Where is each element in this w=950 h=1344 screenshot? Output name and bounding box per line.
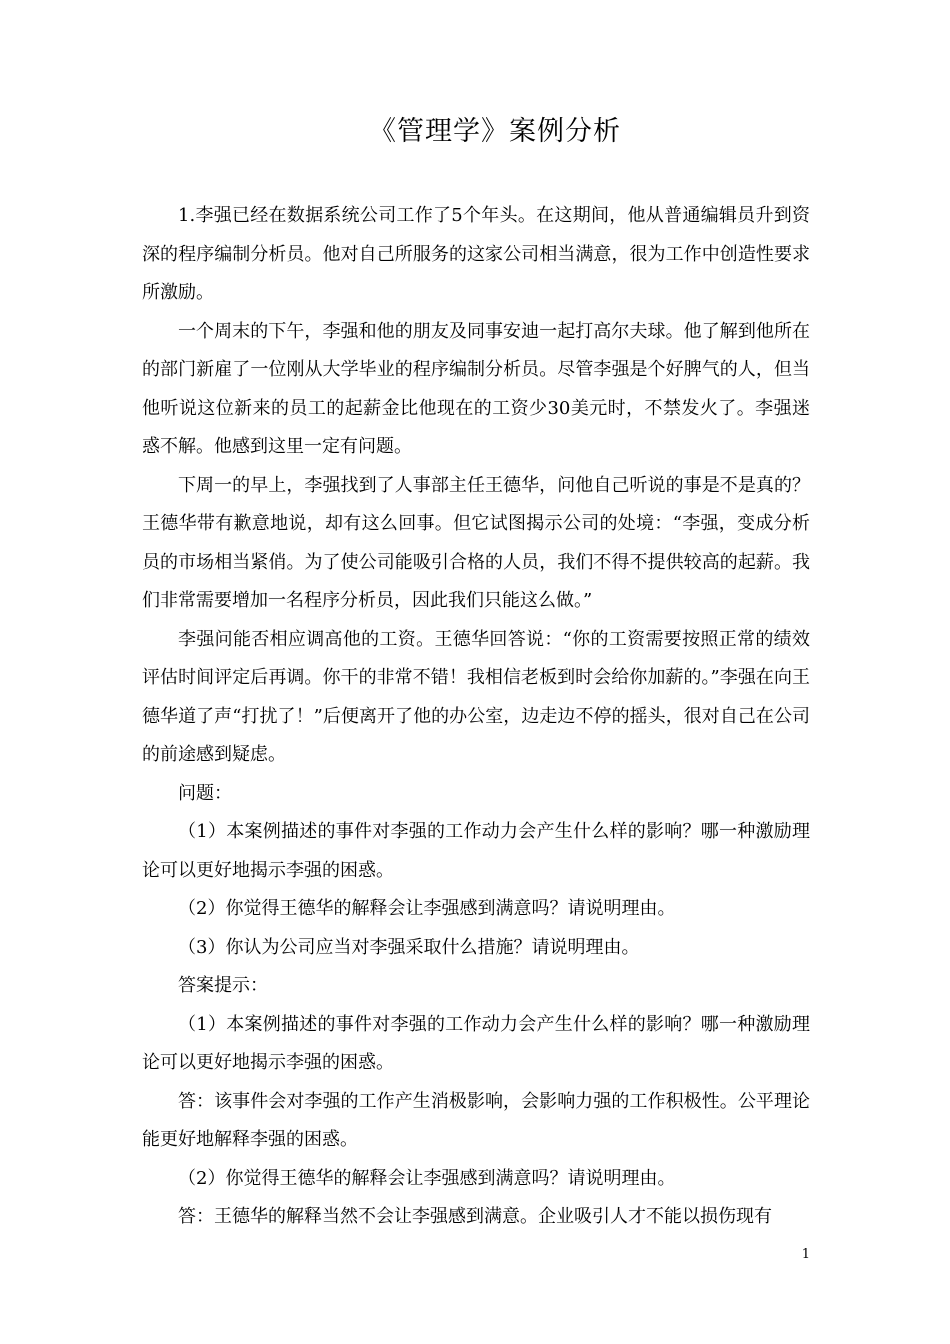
answer-question-1: （1）本案例描述的事件对李强的工作动力会产生什么样的影响？哪一种激励理论可以更好地揭示李强的困惑。 xyxy=(142,1013,810,1073)
answer-2: 答：王德华的解释当然不会让李强感到满意。企业吸引人才不能以损伤现有 xyxy=(178,1206,772,1227)
page-title: 《管理学》案例分析 xyxy=(369,116,621,147)
question-1: （1）本案例描述的事件对李强的工作动力会产生什么样的影响？哪一种激励理论可以更好地揭示李强的困惑。 xyxy=(142,821,810,881)
paragraph-monday: 下周一的早上，李强找到了人事部主任王德华，问他自己听说的事是不是真的？王德华带有歉意地说，却有这么回事。但它试图揭示公司的处境：“李强，变成分析员的市场相当紧俏。为了使公司能吸引合格的人员，我们不得不提供较高的起薪。我们非常需要增加一名程序分析员，因此我们只能这么做。” xyxy=(142,474,810,611)
paragraph-raise: 李强问能否相应调高他的工资。王德华回答说：“你的工资需要按照正常的绩效评估时间评定后再调。你干的非常不错！我相信老板到时会给你加薪的。”李强在向王德华道了声“打扰了！”后便离开了他的办公室，边走边不停的摇头，很对自己在公司的前途感到疑虑。 xyxy=(142,628,810,765)
answer-hints-heading: 答案提示： xyxy=(178,975,268,996)
question-2: （2）你觉得王德华的解释会让李强感到满意吗？请说明理由。 xyxy=(178,898,676,919)
question-3: （3）你认为公司应当对李强采取什么措施？请说明理由。 xyxy=(178,936,640,958)
body-text xyxy=(142,197,810,1237)
questions-heading: 问题： xyxy=(178,782,232,804)
answer-1: 答：该事件会对李强的工作产生消极影响，会影响力强的工作积极性。公平理论能更好地解释李强的困惑。 xyxy=(142,1090,810,1150)
paragraph-golf: 一个周末的下午，李强和他的朋友及同事安迪一起打高尔夫球。他了解到他所在的部门新雇了一位刚从大学毕业的程序编制分析员。尽管李强是个好脾气的人，但当他听说这位新来的员工的起薪金比他现在的工资少30美元时，不禁发火了。李强迷惑不解。他感到这里一定有问题。 xyxy=(142,320,810,457)
page-number: 1 xyxy=(801,1247,810,1262)
paragraph-case-intro: 1.李强已经在数据系统公司工作了5个年头。在这期间，他从普通编辑员升到资深的程序编制分析员。他对自己所服务的这家公司相当满意，很为工作中创造性要求所激励。 xyxy=(142,205,810,303)
answer-question-2: （2）你觉得王德华的解释会让李强感到满意吗？请说明理由。 xyxy=(178,1167,676,1189)
